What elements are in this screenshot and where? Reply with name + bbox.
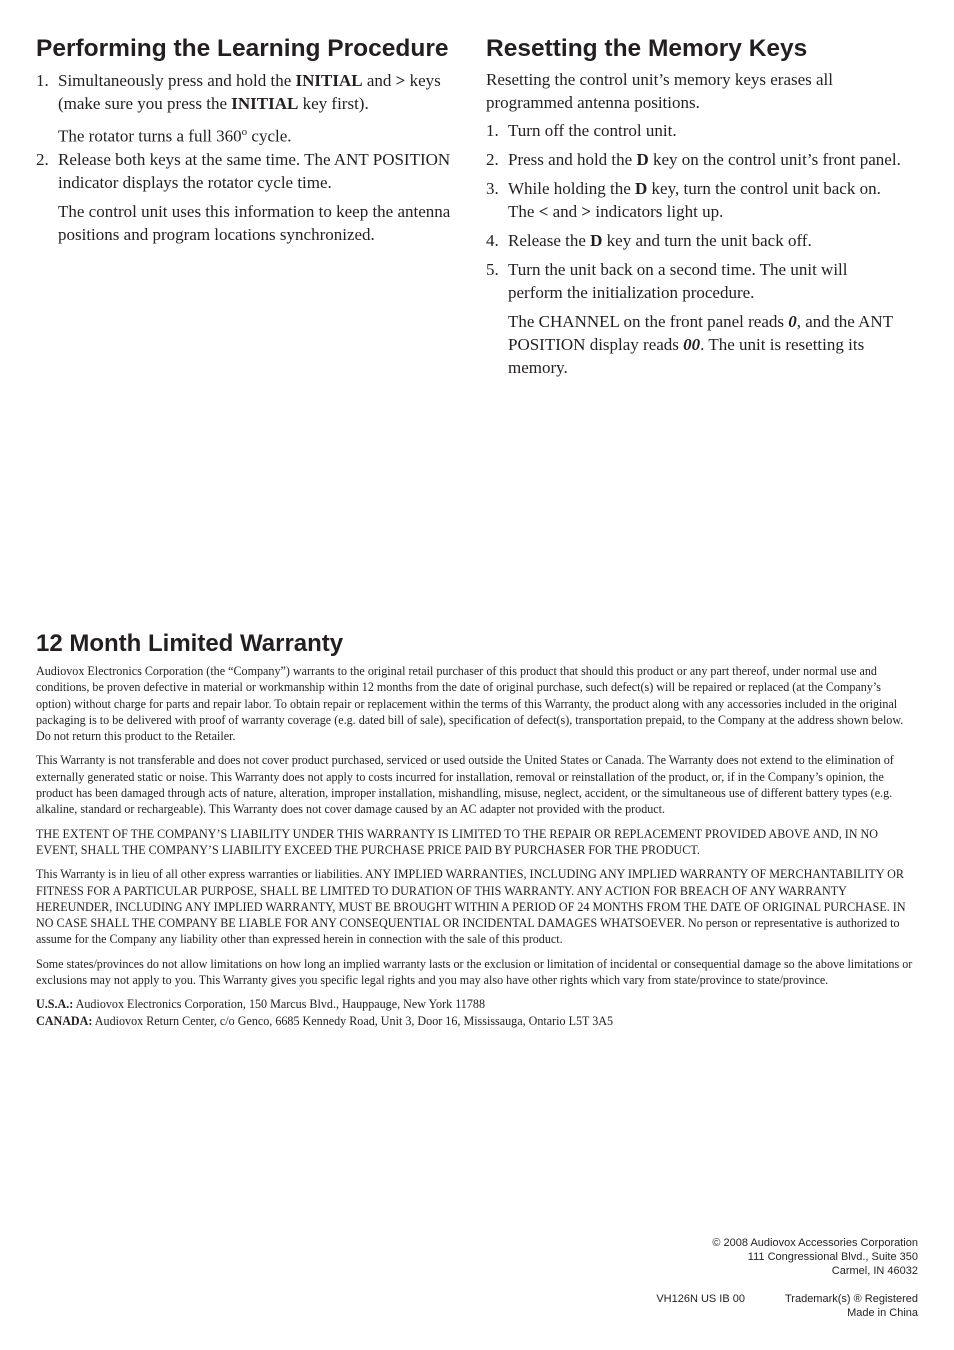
learning-note-1: The rotator turns a full 360$^o$ cycle. xyxy=(58,126,292,146)
city-line: Carmel, IN 46032 xyxy=(831,1265,918,1277)
learning-section xyxy=(36,34,456,246)
warranty-paragraph: Audiovox Electronics Corporation (the “Company”) warrants to the original retail purchaser of this product that should this product or any part thereof, under normal use and conditions, be proven defective in material or workmanship within 12 months from the date of original purchase, such defect(s) will be repaired or replaced (at the Company’s option) without charge for parts and repair labor. To obtain repair or replacement within the terms of this Warranty, the product along with any accessories included in the original packaging is to be delivered with proof of warranty coverage (e.g. dated bill of sale), specification of defect(s), transportation prepaid, to the Company at the address shown below. Do not return this product to the Retailer. xyxy=(36,664,904,744)
address-line: 111 Congressional Blvd., Suite 350 xyxy=(747,1251,918,1263)
resetting-title: Resetting the Memory Keys xyxy=(486,35,808,62)
learning-title: Performing the Learning Procedure xyxy=(36,35,449,62)
resetting-step-5: 5. Turn the unit back on a second time. The unit will perform the initialization procedure. xyxy=(486,260,848,302)
resetting-section xyxy=(486,34,906,379)
warranty-paragraph: This Warranty is in lieu of all other express warranties or liabilities. ANY IMPLIED WARRANTIES, INCLUDING ANY IMPLIED WARRANTY OF MERCHANTABILITY OR FITNESS FOR A PARTICULAR PURPOSE, SHALL BE LIMITED TO DURATION OF THIS WARRANTY. ANY ACTION FOR BREACH OF ANY WARRANTY HEREUNDER, INCLUDING ANY IMPLIED WARRANTY, MUST BE BROUGHT WITHIN A PERIOD OF 24 MONTHS FROM THE DATE OF ORIGINAL PURCHASE. IN NO CASE SHALL THE COMPANY BE LIABLE FOR ANY CONSEQUENTIAL OR INCIDENTAL DAMAGES WHATSOEVER. No person or representative is authorized to assume for the Company any liability other than expressed herein in connection with the sale of this product. xyxy=(36,867,906,947)
learning-note-2: The control unit uses this information to keep the antenna positions and program locations synchronized. xyxy=(58,201,451,244)
resetting-step-3: 3. While holding the D key, turn the control unit back on. The < and > indicators light up. xyxy=(486,179,881,221)
usa-address: U.S.A.: Audiovox Electronics Corporation, 150 Marcus Blvd., Hauppauge, New York 11788 xyxy=(36,997,485,1012)
trademark-block: Trademark(s) ® Registered Made in China xyxy=(784,1293,918,1319)
resetting-step-2: 2. Press and hold the D key on the control unit’s front panel. xyxy=(486,150,901,169)
document-code: VH126N US IB 00 xyxy=(656,1293,745,1305)
copyright-line: © 2008 Audiovox Accessories Corporation xyxy=(712,1237,918,1249)
footer-bottom xyxy=(656,1292,918,1320)
resetting-step-4: 4. Release the D key and turn the unit back off. xyxy=(486,231,812,250)
warranty-section xyxy=(36,630,916,1029)
learning-step-2: 2. Release both keys at the same time. The ANT POSITION indicator displays the rotator cycle time. xyxy=(36,149,451,192)
canada-address: CANADA: Audiovox Return Center, c/o Genco, 6685 Kennedy Road, Unit 3, Door 16, Mississauga, Ontario L5T 3A5 xyxy=(36,1013,614,1028)
resetting-step-1: 1. Turn off the control unit. xyxy=(486,121,677,140)
warranty-title: 12 Month Limited Warranty xyxy=(36,630,344,657)
resetting-intro: Resetting the control unit’s memory keys erases all programmed antenna positions. xyxy=(486,70,834,112)
warranty-paragraph: This Warranty is not transferable and does not cover product purchased, serviced or used outside the United States or Canada. The Warranty does not extend to the elimination of externally generated static or noise. This Warranty does not apply to costs incurred for installation, removal or reinstallation of the product, or, if in the Company’s opinion, the product has been damaged through acts of nature, alteration, improper installation, mishandling, misuse, neglect, accident, or the simultaneous use of different battery types (e.g. alkaline, standard or rechargeable). This Warranty does not cover damage caused by an AC adapter not provided with the product. xyxy=(36,753,894,817)
learning-step-1: 1. Simultaneously press and hold the INITIAL and > keys (make sure you press the INITIAL key first). xyxy=(36,71,441,113)
warranty-paragraph: Some states/provinces do not allow limitations on how long an implied warranty lasts or the exclusion or limitation of incidental or consequential damage so the above limitations or exclusions may not apply to you. This Warranty gives you specific legal rights and you may also have other rights which vary from state/province to state/province. xyxy=(36,956,913,988)
resetting-note: The CHANNEL on the front panel reads 0, and the ANT POSITION display reads 00. The unit is resetting its memory. xyxy=(508,312,893,377)
warranty-paragraph: THE EXTENT OF THE COMPANY’S LIABILITY UNDER THIS WARRANTY IS LIMITED TO THE REPAIR OR REPLACEMENT PROVIDED ABOVE AND, IN NO EVENT, SHALL THE COMPANY’S LIABILITY EXCEED THE PURCHASE PRICE PAID BY PURCHASER FOR THE PRODUCT. xyxy=(36,826,878,857)
footer xyxy=(656,1236,918,1320)
